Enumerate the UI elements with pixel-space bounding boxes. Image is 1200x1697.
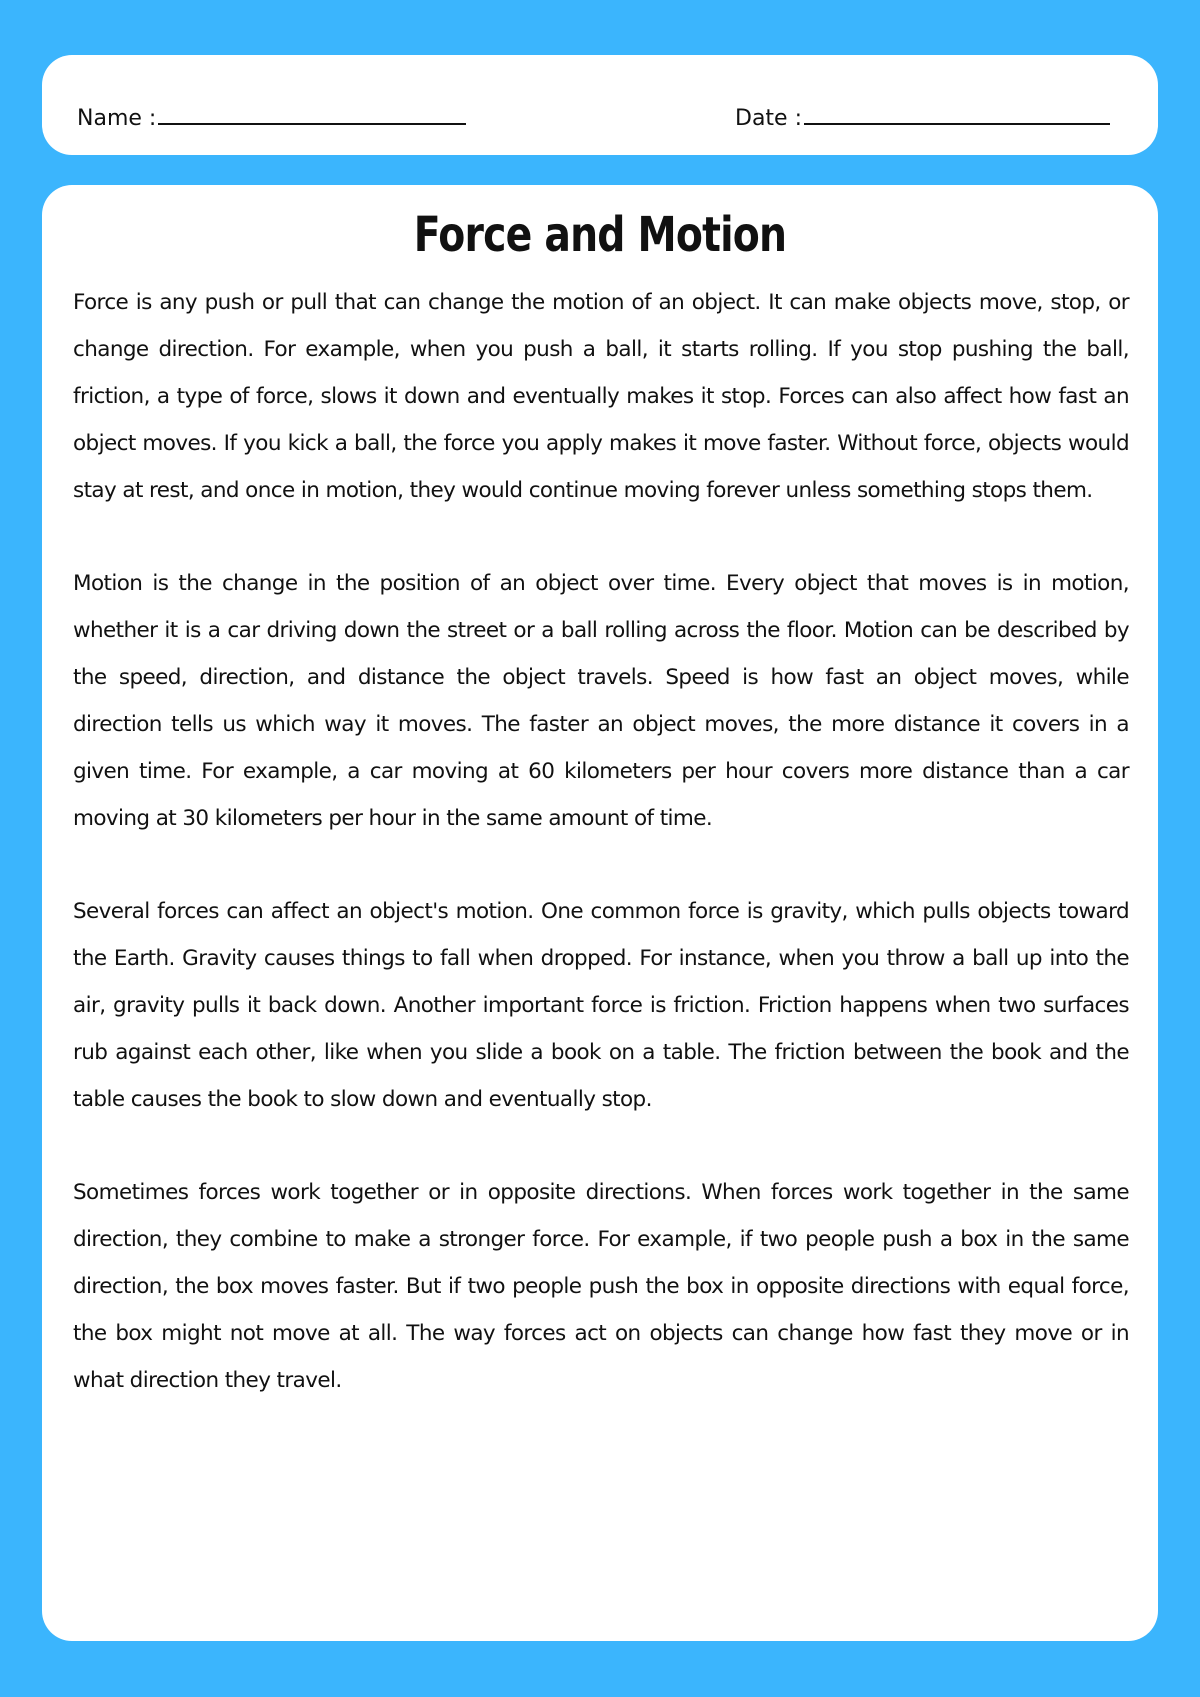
paragraph-combined-forces: Sometimes forces work together or in opposite directions. When forces work together in the same direction, they combine to make a stronger force. For example, if two people push a box in the same direction, the box moves faster. But if two people push the box in opposite directions with equal force, the box might not move at all. The way forces act on objects can change how fast they move or in what direction they travel. [73, 1180, 1129, 1393]
paragraph-force: Force is any push or pull that can change the motion of an object. It can make objects move, stop, or change direction. For example, when you push a ball, it starts rolling. If you stop pushing the ball, friction, a type of force, slows it down and eventually makes it stop. Forces can also affect how fast an object moves. If you kick a ball, the force you apply makes it move faster. Without force, objects would stay at rest, and once in motion, they would continue moving forever unless something stops them. [73, 290, 1129, 503]
name-blank-line[interactable] [158, 105, 466, 125]
header-card [42, 55, 1158, 155]
date-field[interactable] [735, 105, 1110, 132]
paragraph-gravity-friction: Several forces can affect an object's motion. One common force is gravity, which pulls objects toward the Earth. Gravity causes things to fall when dropped. For instance, when you throw a ball up into the air, gravity pulls it back down. Another important force is friction. Friction happens when two surfaces rub against each other, like when you slide a book on a table. The friction between the book and the table causes the book to slow down and eventually stop. [73, 899, 1129, 1112]
name-field[interactable] [77, 105, 466, 132]
worksheet-card [42, 185, 1158, 1641]
name-label: Name : [77, 106, 157, 131]
date-label: Date : [735, 106, 802, 131]
worksheet-title: Force and Motion [413, 207, 787, 263]
paragraph-motion: Motion is the change in the position of an object over time. Every object that moves is in motion, whether it is a car driving down the street or a ball rolling across the floor. Motion can be described by the speed, direction, and distance the object travels. Speed is how fast an object moves, while direction tells us which way it moves. The faster an object moves, the more distance it covers in a given time. For example, a car moving at 60 kilometers per hour covers more distance than a car moving at 30 kilometers per hour in the same amount of time. [73, 571, 1129, 831]
reading-passage [73, 279, 1129, 1450]
date-blank-line[interactable] [804, 105, 1110, 125]
